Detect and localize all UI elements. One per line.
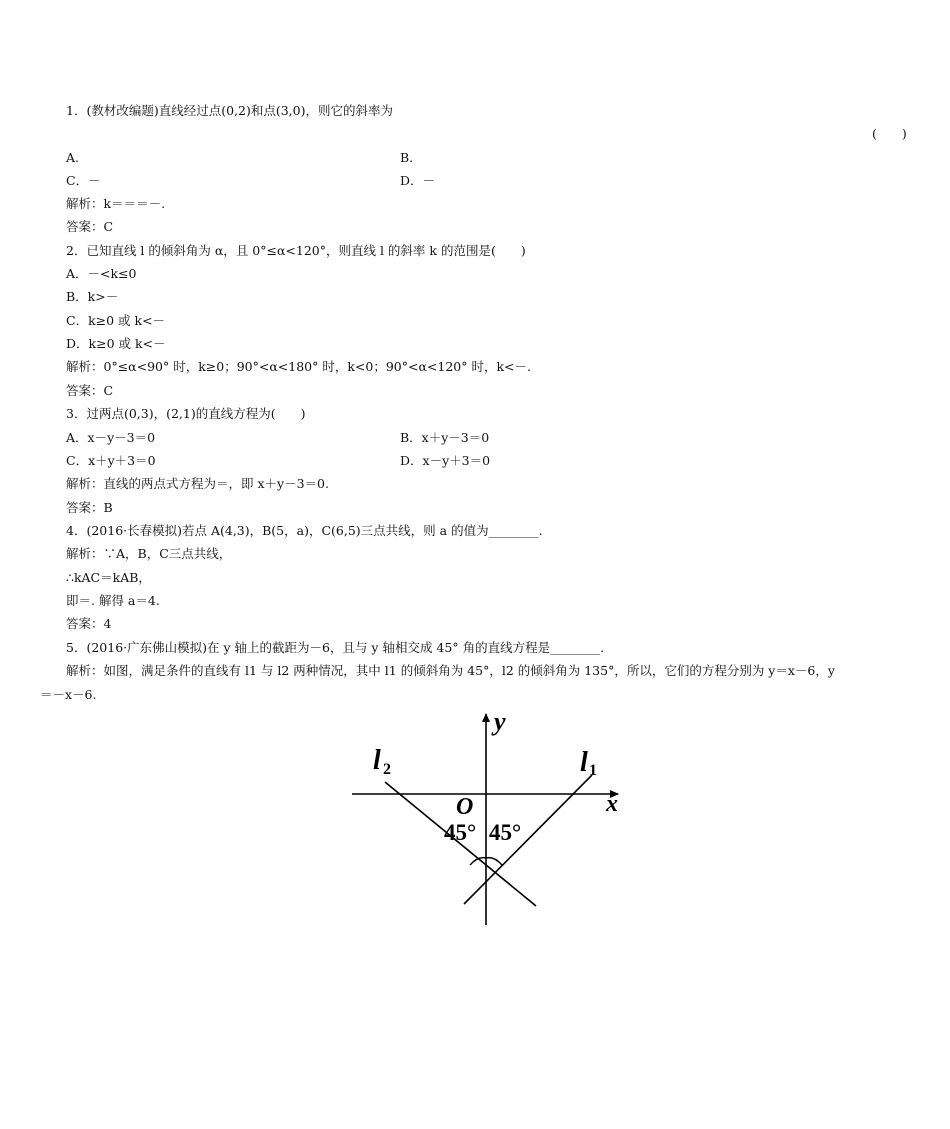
- q4-stem: 4．(2016·长春模拟)若点 A(4,3)，B(5，a)，C(6,5)三点共线，则 a 的值为________.: [66, 523, 543, 538]
- q1-stem: 1．(教材改编题)直线经过点(0,2)和点(3,0)，则它的斜率为: [66, 103, 393, 118]
- l1-label: l: [580, 747, 588, 778]
- q3-option-b: B．x＋y－3＝0: [400, 430, 490, 445]
- angle-arc-right: [486, 858, 502, 865]
- angle-label-right: 45°: [489, 820, 522, 845]
- q1-answer-paren: ( ): [872, 126, 907, 141]
- q3-stem: 3．过两点(0,3)，(2,1)的直线方程为( ): [66, 406, 306, 421]
- q3-analysis: 解析：直线的两点式方程为＝，即 x＋y－3＝0.: [66, 476, 329, 491]
- y-axis-label: y: [494, 707, 506, 736]
- q2-analysis: 解析：0°≤α<90° 时，k≥0；90°<α<180° 时，k<0；90°<α<120° 时，k<－.: [66, 359, 531, 374]
- l2-subscript: 2: [383, 761, 391, 778]
- q2-option-d: D．k≥0 或 k<－: [66, 336, 166, 351]
- q3-option-d: D．x－y＋3＝0: [400, 453, 491, 468]
- q5-analysis-line-2: ＝－x－6.: [40, 687, 97, 702]
- q4-analysis-line-1: 解析：∵A，B，C三点共线，: [66, 546, 232, 561]
- q1-option-c: C．－: [66, 173, 101, 188]
- q1-analysis: 解析：k＝＝＝－.: [66, 196, 166, 211]
- angle-label-left: 45°: [444, 820, 477, 845]
- q1-option-a: A.: [66, 150, 80, 165]
- q2-option-c: C．k≥0 或 k<－: [66, 313, 166, 328]
- q3-option-c: C．x＋y＋3＝0: [66, 453, 156, 468]
- l1-subscript: 1: [589, 762, 597, 779]
- x-axis-label: x: [606, 791, 618, 817]
- l2-label: l: [373, 745, 381, 776]
- q2-stem: 2．已知直线 l 的倾斜角为 α，且 0°≤α<120°，则直线 l 的斜率 k 的范围是( ): [66, 243, 526, 258]
- q4-analysis-line-2: ∴kAC＝kAB，: [66, 570, 151, 585]
- q5-stem: 5．(2016·广东佛山模拟)在 y 轴上的截距为－6，且与 y 轴相交成 45° 角的直线方程是________.: [66, 640, 605, 655]
- origin-label: O: [456, 794, 474, 820]
- q2-answer: 答案：C: [66, 383, 114, 398]
- q1-option-b: B.: [400, 150, 414, 165]
- q3-option-a: A．x－y－3＝0: [66, 430, 156, 445]
- q1-option-d: D．－: [400, 173, 436, 188]
- q4-analysis-line-3: 即＝. 解得 a＝4.: [66, 593, 160, 608]
- q1-answer: 答案：C: [66, 219, 114, 234]
- q2-option-b: B．k>－: [66, 289, 119, 304]
- q2-option-a: A．－<k≤0: [66, 266, 137, 281]
- q4-answer: 答案：4: [66, 616, 112, 631]
- q3-answer: 答案：B: [66, 500, 113, 515]
- q5-analysis-line-1: 解析：如图，满足条件的直线有 l1 与 l2 两种情况，其中 l1 的倾斜角为 45°，l2 的倾斜角为 135°，所以，它们的方程分别为 y＝x－6，y: [66, 663, 835, 678]
